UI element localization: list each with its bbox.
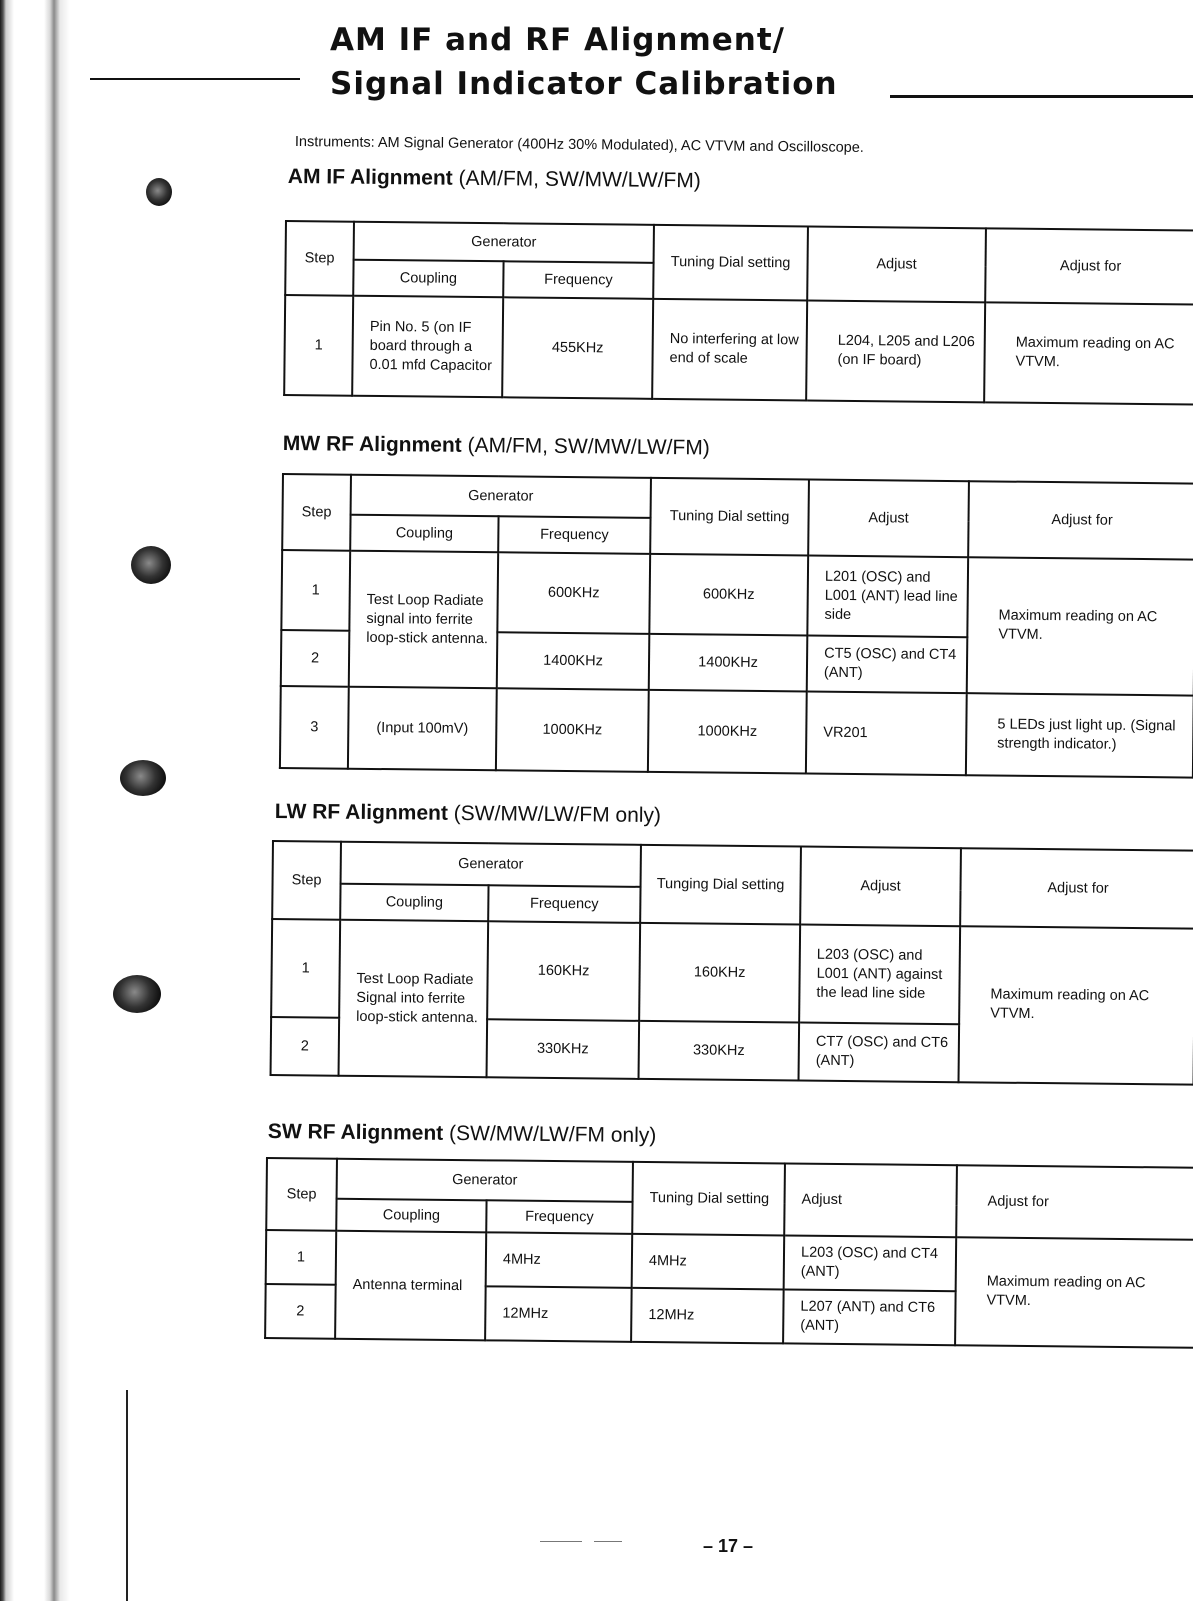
tuning-cell: 600KHz	[649, 554, 808, 636]
header-step: Step	[272, 841, 341, 920]
mw-rf-section-title: MW RF Alignment (AM/FM, SW/MW/LW/FM)	[282, 432, 710, 460]
step-cell: 2	[271, 1017, 340, 1076]
am-if-section-title: AM IF Alignment (AM/FM, SW/MW/LW/FM)	[287, 165, 701, 193]
step-cell: 2	[265, 1284, 336, 1339]
header-generator: Generator	[354, 222, 654, 263]
step-cell: 1	[284, 295, 353, 396]
adjust-cell: L203 (OSC) and L001 (ANT) against the lead line side	[799, 925, 960, 1025]
header-frequency: Frequency	[503, 261, 653, 299]
title-line-2: Signal Indicator Calibration	[330, 66, 838, 102]
mw-rf-table	[279, 473, 1193, 779]
page-title	[330, 18, 838, 106]
frequency-cell: 1000KHz	[496, 688, 649, 772]
adjust-for-cell: Maximum reading on AC VTVM.	[984, 302, 1193, 404]
frequency-cell: 160KHz	[487, 921, 640, 1021]
tuning-cell: 1000KHz	[648, 690, 807, 774]
header-adjust: Adjust	[808, 480, 969, 558]
punch-hole	[113, 975, 161, 1013]
title-rule-right	[890, 95, 1193, 98]
header-generator: Generator	[351, 475, 651, 518]
table-row	[281, 550, 1193, 640]
header-step: Step	[282, 474, 351, 551]
punch-hole	[146, 178, 172, 206]
tuning-cell: 4MHz	[632, 1234, 785, 1290]
tuning-cell: 12MHz	[631, 1288, 784, 1344]
header-frequency: Frequency	[488, 885, 640, 923]
tuning-cell: 330KHz	[639, 1021, 800, 1081]
adjust-cell: L204, L205 and L206 (on IF board)	[806, 300, 985, 402]
sw-rf-section-title: SW RF Alignment (SW/MW/LW/FM only)	[267, 1120, 657, 1148]
adjust-cell: CT7 (OSC) and CT6 (ANT)	[799, 1023, 960, 1083]
header-tuning: Tunging Dial setting	[640, 845, 801, 925]
header-adjust-for: Adjust for	[956, 1165, 1193, 1239]
page-number: – 17 –	[703, 1536, 754, 1556]
tuning-cell: 1400KHz	[649, 634, 808, 692]
header-generator: Generator	[341, 842, 641, 887]
adjust-for-cell: 5 LEDs just light up. (Signal strength indicator.)	[966, 693, 1193, 777]
adjust-for-cell: Maximum reading on AC VTVM.	[967, 557, 1193, 695]
binding-edge	[0, 0, 70, 1601]
lw-rf-section-title: LW RF Alignment (SW/MW/LW/FM only)	[274, 800, 662, 828]
frequency-cell: 330KHz	[487, 1019, 640, 1079]
adjust-cell: CT5 (OSC) and CT4 (ANT)	[807, 636, 968, 694]
header-adjust: Adjust	[807, 226, 986, 302]
frequency-cell: 455KHz	[502, 297, 653, 399]
header-adjust: Adjust	[800, 847, 961, 927]
header-tuning: Tuning Dial setting	[632, 1162, 785, 1236]
coupling-cell: Pin No. 5 (on IF board through a 0.01 mfd Capacitor	[352, 296, 503, 398]
frequency-cell: 1400KHz	[497, 632, 650, 690]
table-row	[284, 295, 1193, 405]
title-rule-left	[90, 78, 300, 80]
tuning-cell: 160KHz	[639, 923, 800, 1023]
lw-rf-table	[270, 840, 1193, 1086]
table-row	[266, 1230, 1193, 1294]
coupling-cell: Test Loop Radiate Signal into ferrite loop-stick antenna.	[339, 920, 489, 1078]
frequency-cell: 4MHz	[486, 1232, 633, 1288]
step-cell: 1	[266, 1230, 337, 1285]
header-step: Step	[266, 1158, 337, 1231]
header-adjust-for: Adjust for	[968, 481, 1193, 559]
table-row	[280, 686, 1193, 778]
header-adjust: Adjust	[784, 1163, 957, 1237]
step-cell: 1	[281, 550, 350, 631]
header-coupling: Coupling	[350, 515, 498, 553]
step-cell: 1	[271, 919, 340, 1018]
spine-line	[126, 1390, 128, 1601]
header-coupling: Coupling	[340, 884, 488, 922]
title-line-1: AM IF and RF Alignment/	[330, 22, 785, 58]
header-adjust-for: Adjust for	[960, 848, 1193, 928]
sw-rf-table	[264, 1157, 1193, 1349]
punch-hole	[120, 760, 166, 796]
step-cell: 3	[280, 686, 349, 769]
coupling-cell: Antenna terminal	[335, 1231, 486, 1341]
header-frequency: Frequency	[486, 1200, 632, 1234]
footer-dash	[594, 1541, 622, 1542]
header-adjust-for: Adjust for	[985, 228, 1193, 304]
header-step: Step	[285, 221, 354, 296]
header-tuning: Tuning Dial setting	[653, 225, 808, 301]
footer-dash	[540, 1541, 582, 1542]
step-cell: 2	[281, 630, 350, 687]
header-coupling: Coupling	[336, 1199, 486, 1233]
tuning-cell: No interfering at low end of scale	[652, 299, 807, 401]
adjust-for-cell: Maximum reading on AC VTVM.	[959, 926, 1193, 1084]
adjust-cell: L203 (OSC) and CT4 (ANT)	[784, 1235, 957, 1291]
header-generator: Generator	[337, 1159, 633, 1202]
adjust-for-cell: Maximum reading on AC VTVM.	[955, 1237, 1193, 1347]
adjust-cell: L201 (OSC) and L001 (ANT) lead line side	[807, 556, 968, 638]
coupling-cell: Test Loop Radiate signal into ferrite loop-stick antenna.	[349, 551, 498, 689]
frequency-cell: 12MHz	[485, 1286, 632, 1342]
coupling-cell: (Input 100mV)	[348, 687, 497, 771]
header-coupling: Coupling	[353, 260, 503, 298]
punch-hole	[131, 546, 171, 584]
frequency-cell: 600KHz	[497, 552, 650, 634]
am-if-table	[283, 220, 1193, 406]
adjust-cell: VR201	[806, 692, 967, 776]
header-frequency: Frequency	[498, 516, 650, 554]
table-row	[271, 919, 1193, 1027]
adjust-cell: L207 (ANT) and CT6 (ANT)	[783, 1289, 956, 1345]
header-tuning: Tuning Dial setting	[650, 478, 809, 556]
instruments-note: Instruments: AM Signal Generator (400Hz 30% Modulated), AC VTVM and Oscilloscope.	[294, 134, 864, 156]
